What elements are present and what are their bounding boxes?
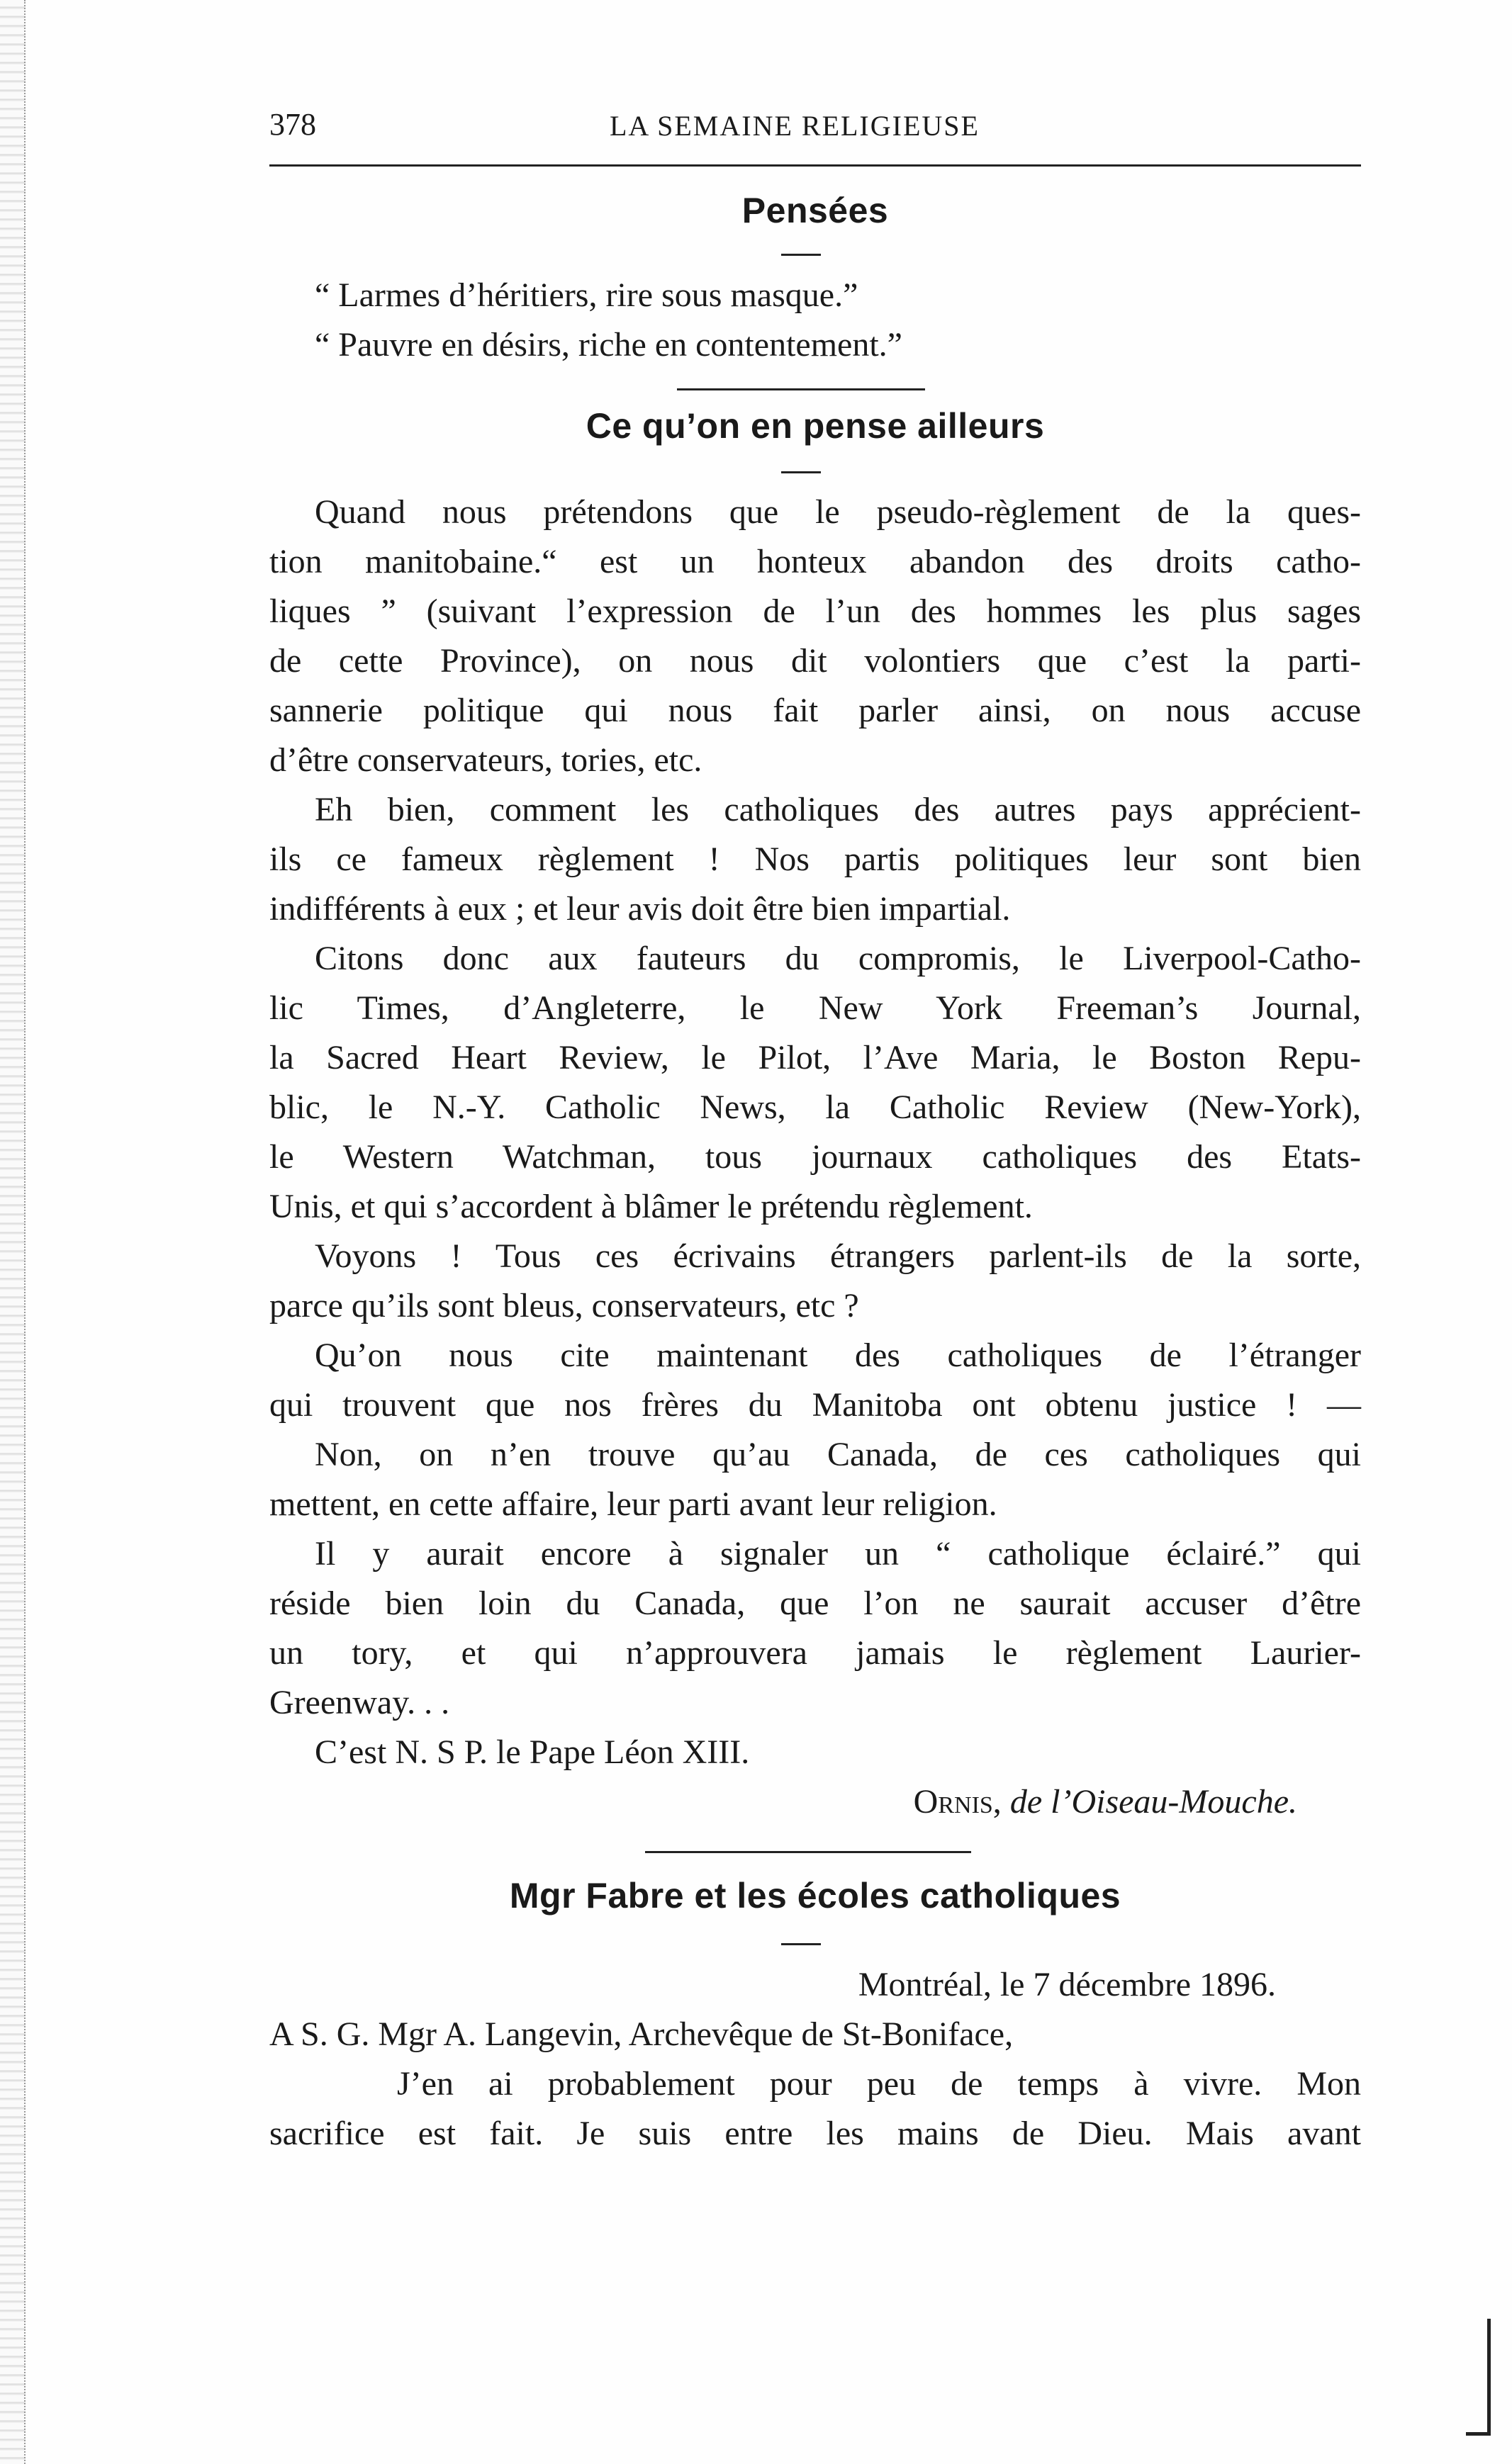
salutation-line: A S. G. Mgr A. Langevin, Archevêque de St-Boniface, bbox=[269, 2015, 1014, 2053]
section-separator bbox=[677, 388, 925, 390]
paragraph-line: Greenway. . . bbox=[269, 1684, 450, 1721]
paragraph-line: Quand nous prétendons que le pseudo-règlement de la ques- bbox=[315, 493, 1361, 531]
maxim-line: “ Larmes d’héritiers, rire sous masque.” bbox=[315, 276, 858, 314]
paragraph-line: d’être conservateurs, tories, etc. bbox=[269, 741, 702, 779]
letter-line: J’en ai probablement pour peu de temps à vivre. Mon bbox=[397, 2065, 1361, 2103]
signature-name: Ornis, bbox=[913, 1783, 1002, 1821]
running-head bbox=[269, 106, 1361, 149]
letter-line: sacrifice est fait. Je suis entre les mains de Dieu. Mais avant bbox=[269, 2115, 1361, 2152]
paragraph-line: réside bien loin du Canada, que l’on ne saurait accuser d’être bbox=[269, 1585, 1361, 1622]
paragraph-line: mettent, en cette affaire, leur parti avant leur religion. bbox=[269, 1485, 997, 1523]
paragraph-line: la Sacred Heart Review, le Pilot, l’Ave Maria, le Boston Repu- bbox=[269, 1039, 1361, 1076]
paragraph-line: blic, le N.-Y. Catholic News, la Catholic Review (New-York), bbox=[269, 1088, 1361, 1126]
paragraph-line: Il y aurait encore à signaler un “ catholique éclairé.” qui bbox=[315, 1535, 1361, 1573]
paragraph-line: ils ce fameux règlement ! Nos partis politiques leur sont bien bbox=[269, 840, 1361, 878]
paragraph-line: Voyons ! Tous ces écrivains étrangers parlent-ils de la sorte, bbox=[315, 1237, 1361, 1275]
paragraph-line: Citons donc aux fauteurs du compromis, le Liverpool-Catho- bbox=[315, 940, 1361, 977]
paragraph-line: tion manitobaine.“ est un honteux abandon des droits catho- bbox=[269, 543, 1361, 580]
paragraph-line: le Western Watchman, tous journaux catholiques des Etats- bbox=[269, 1138, 1361, 1176]
paragraph-line: Non, on n’en trouve qu’au Canada, de ces catholiques qui bbox=[315, 1436, 1361, 1473]
page-number: 378 bbox=[269, 107, 316, 142]
signature bbox=[914, 1777, 1297, 1827]
page-corner-mark bbox=[1466, 2319, 1491, 2436]
header-rule bbox=[269, 164, 1361, 167]
paragraph-line: de cette Province), on nous dit volontiers que c’est la parti- bbox=[269, 642, 1361, 680]
title-dash bbox=[781, 471, 821, 473]
section-separator bbox=[645, 1851, 971, 1853]
paragraph-line: parce qu’ils sont bleus, conservateurs, etc ? bbox=[269, 1287, 859, 1324]
paragraph-line: un tory, et qui n’approuvera jamais le règlement Laurier- bbox=[269, 1634, 1361, 1672]
maxim-line: “ Pauvre en désirs, riche en contentement.” bbox=[315, 326, 902, 364]
title-dash bbox=[781, 254, 821, 256]
paragraph-line: qui trouvent que nos frères du Manitoba ont obtenu justice ! — bbox=[269, 1386, 1361, 1424]
paragraph-line: lic Times, d’Angleterre, le New York Freeman’s Journal, bbox=[269, 989, 1361, 1027]
binding-edge bbox=[0, 0, 26, 2464]
paragraph-line: Unis, et qui s’accordent à blâmer le prétendu règlement. bbox=[269, 1188, 1033, 1225]
section-title-fabre: Mgr Fabre et les écoles catholiques bbox=[509, 1876, 1121, 1915]
paragraph-line: indifférents à eux ; et leur avis doit être bien impartial. bbox=[269, 890, 1011, 928]
signature-source: de l’Oiseau-Mouche. bbox=[1009, 1783, 1297, 1821]
section-title-ailleurs: Ce qu’on en pense ailleurs bbox=[586, 406, 1045, 446]
paragraph-line: Eh bien, comment les catholiques des autres pays apprécient- bbox=[315, 791, 1361, 828]
section-title-pensees: Pensées bbox=[741, 191, 889, 230]
title-dash bbox=[781, 1943, 821, 1945]
paragraph-line: C’est N. S P. le Pape Léon XIII. bbox=[315, 1733, 750, 1771]
paragraph-line: sannerie politique qui nous fait parler ainsi, on nous accuse bbox=[269, 692, 1361, 729]
paragraph-line: liques ” (suivant l’expression de l’un des hommes les plus sages bbox=[269, 592, 1361, 630]
dateline: Montréal, le 7 décembre 1896. bbox=[858, 1966, 1276, 2003]
running-title: LA SEMAINE RELIGIEUSE bbox=[610, 110, 980, 142]
paragraph-line: Qu’on nous cite maintenant des catholiques de l’étranger bbox=[315, 1337, 1361, 1374]
